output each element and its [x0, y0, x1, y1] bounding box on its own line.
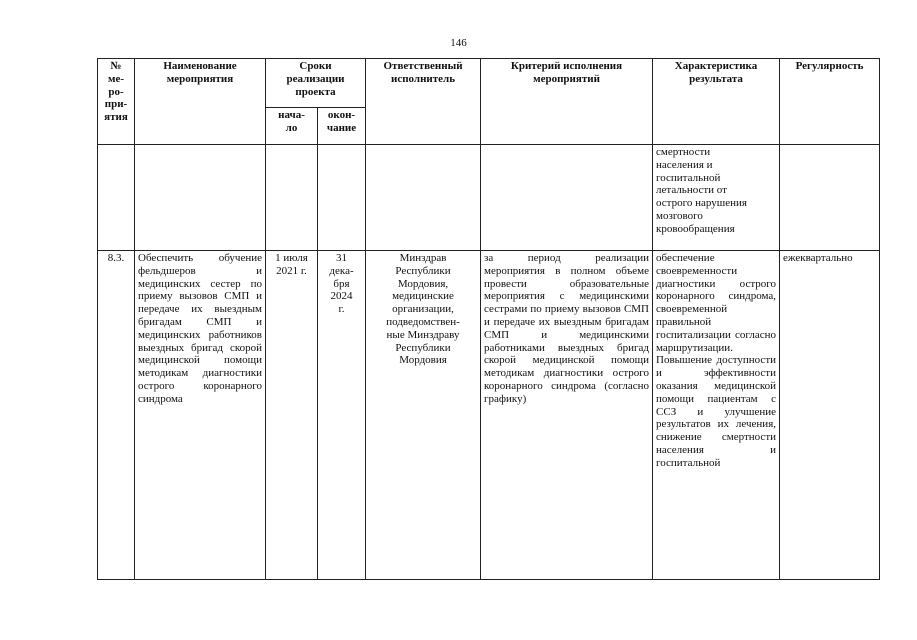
cell-result: обеспечение своевременности диагностики острого коронарного синдрома, своевременной правильной госпитализации согласно маршрутизации. Повышение доступности и эффективности оказания медицинской помощи пациентам с ССЗ и улучшение результатов их лечения, снижение смертности населения и госпитальной — [653, 251, 780, 580]
header-regularity: Регулярность — [780, 59, 880, 145]
cell-activity-name: Обеспечить обучение фельдшеров и медицинских сестер по приему вызовов СМП и передаче их выездным бригадам СМП и медицинских работников выездных бригад скорой медицинской помощи методикам диагностики острого коронарного синдрома — [135, 251, 266, 580]
header-criterion: Критерий исполнения мероприятий — [481, 59, 653, 145]
cell-number: 8.3. — [98, 251, 135, 580]
cell-activity-name — [135, 145, 266, 251]
header-terms: Сроки реализации проекта — [266, 59, 366, 108]
cell-end — [318, 145, 366, 251]
header-row — [98, 59, 880, 108]
cell-end: 31 дека- бря 2024 г. — [318, 251, 366, 580]
cell-responsible: Минздрав Республики Мордовия, медицинские организации, подведомствен- ные Минздраву Республики Мордовия — [366, 251, 481, 580]
header-start: нача- ло — [266, 108, 318, 145]
cell-criterion — [481, 145, 653, 251]
cell-result: смертности населения и госпитальной летальности от острого нарушения мозгового кровообращения — [653, 145, 780, 251]
page-number: 146 — [450, 37, 467, 49]
header-number: № ме- ро- при- ятия — [98, 59, 135, 145]
header-activity-name: Наименование мероприятия — [135, 59, 266, 145]
header-responsible: Ответственный исполнитель — [366, 59, 481, 145]
cell-regularity: ежеквартально — [780, 251, 880, 580]
cell-start — [266, 145, 318, 251]
cell-responsible — [366, 145, 481, 251]
table-row — [98, 251, 880, 580]
action-plan-table — [97, 58, 880, 580]
cell-start: 1 июля 2021 г. — [266, 251, 318, 580]
cell-criterion: за период реализации мероприятия в полном объеме провести образовательные мероприятия с медицинскими сестрами по приему вызовов СМП и передаче их выездным бригадам СМП и медицинскими работниками выездных бригад скорой медицинской помощи методикам диагностики острого коронарного синдрома (согласно графику) — [481, 251, 653, 580]
header-end: окон- чание — [318, 108, 366, 145]
cell-regularity — [780, 145, 880, 251]
cell-number — [98, 145, 135, 251]
table-row — [98, 145, 880, 251]
header-result: Характеристика результата — [653, 59, 780, 145]
